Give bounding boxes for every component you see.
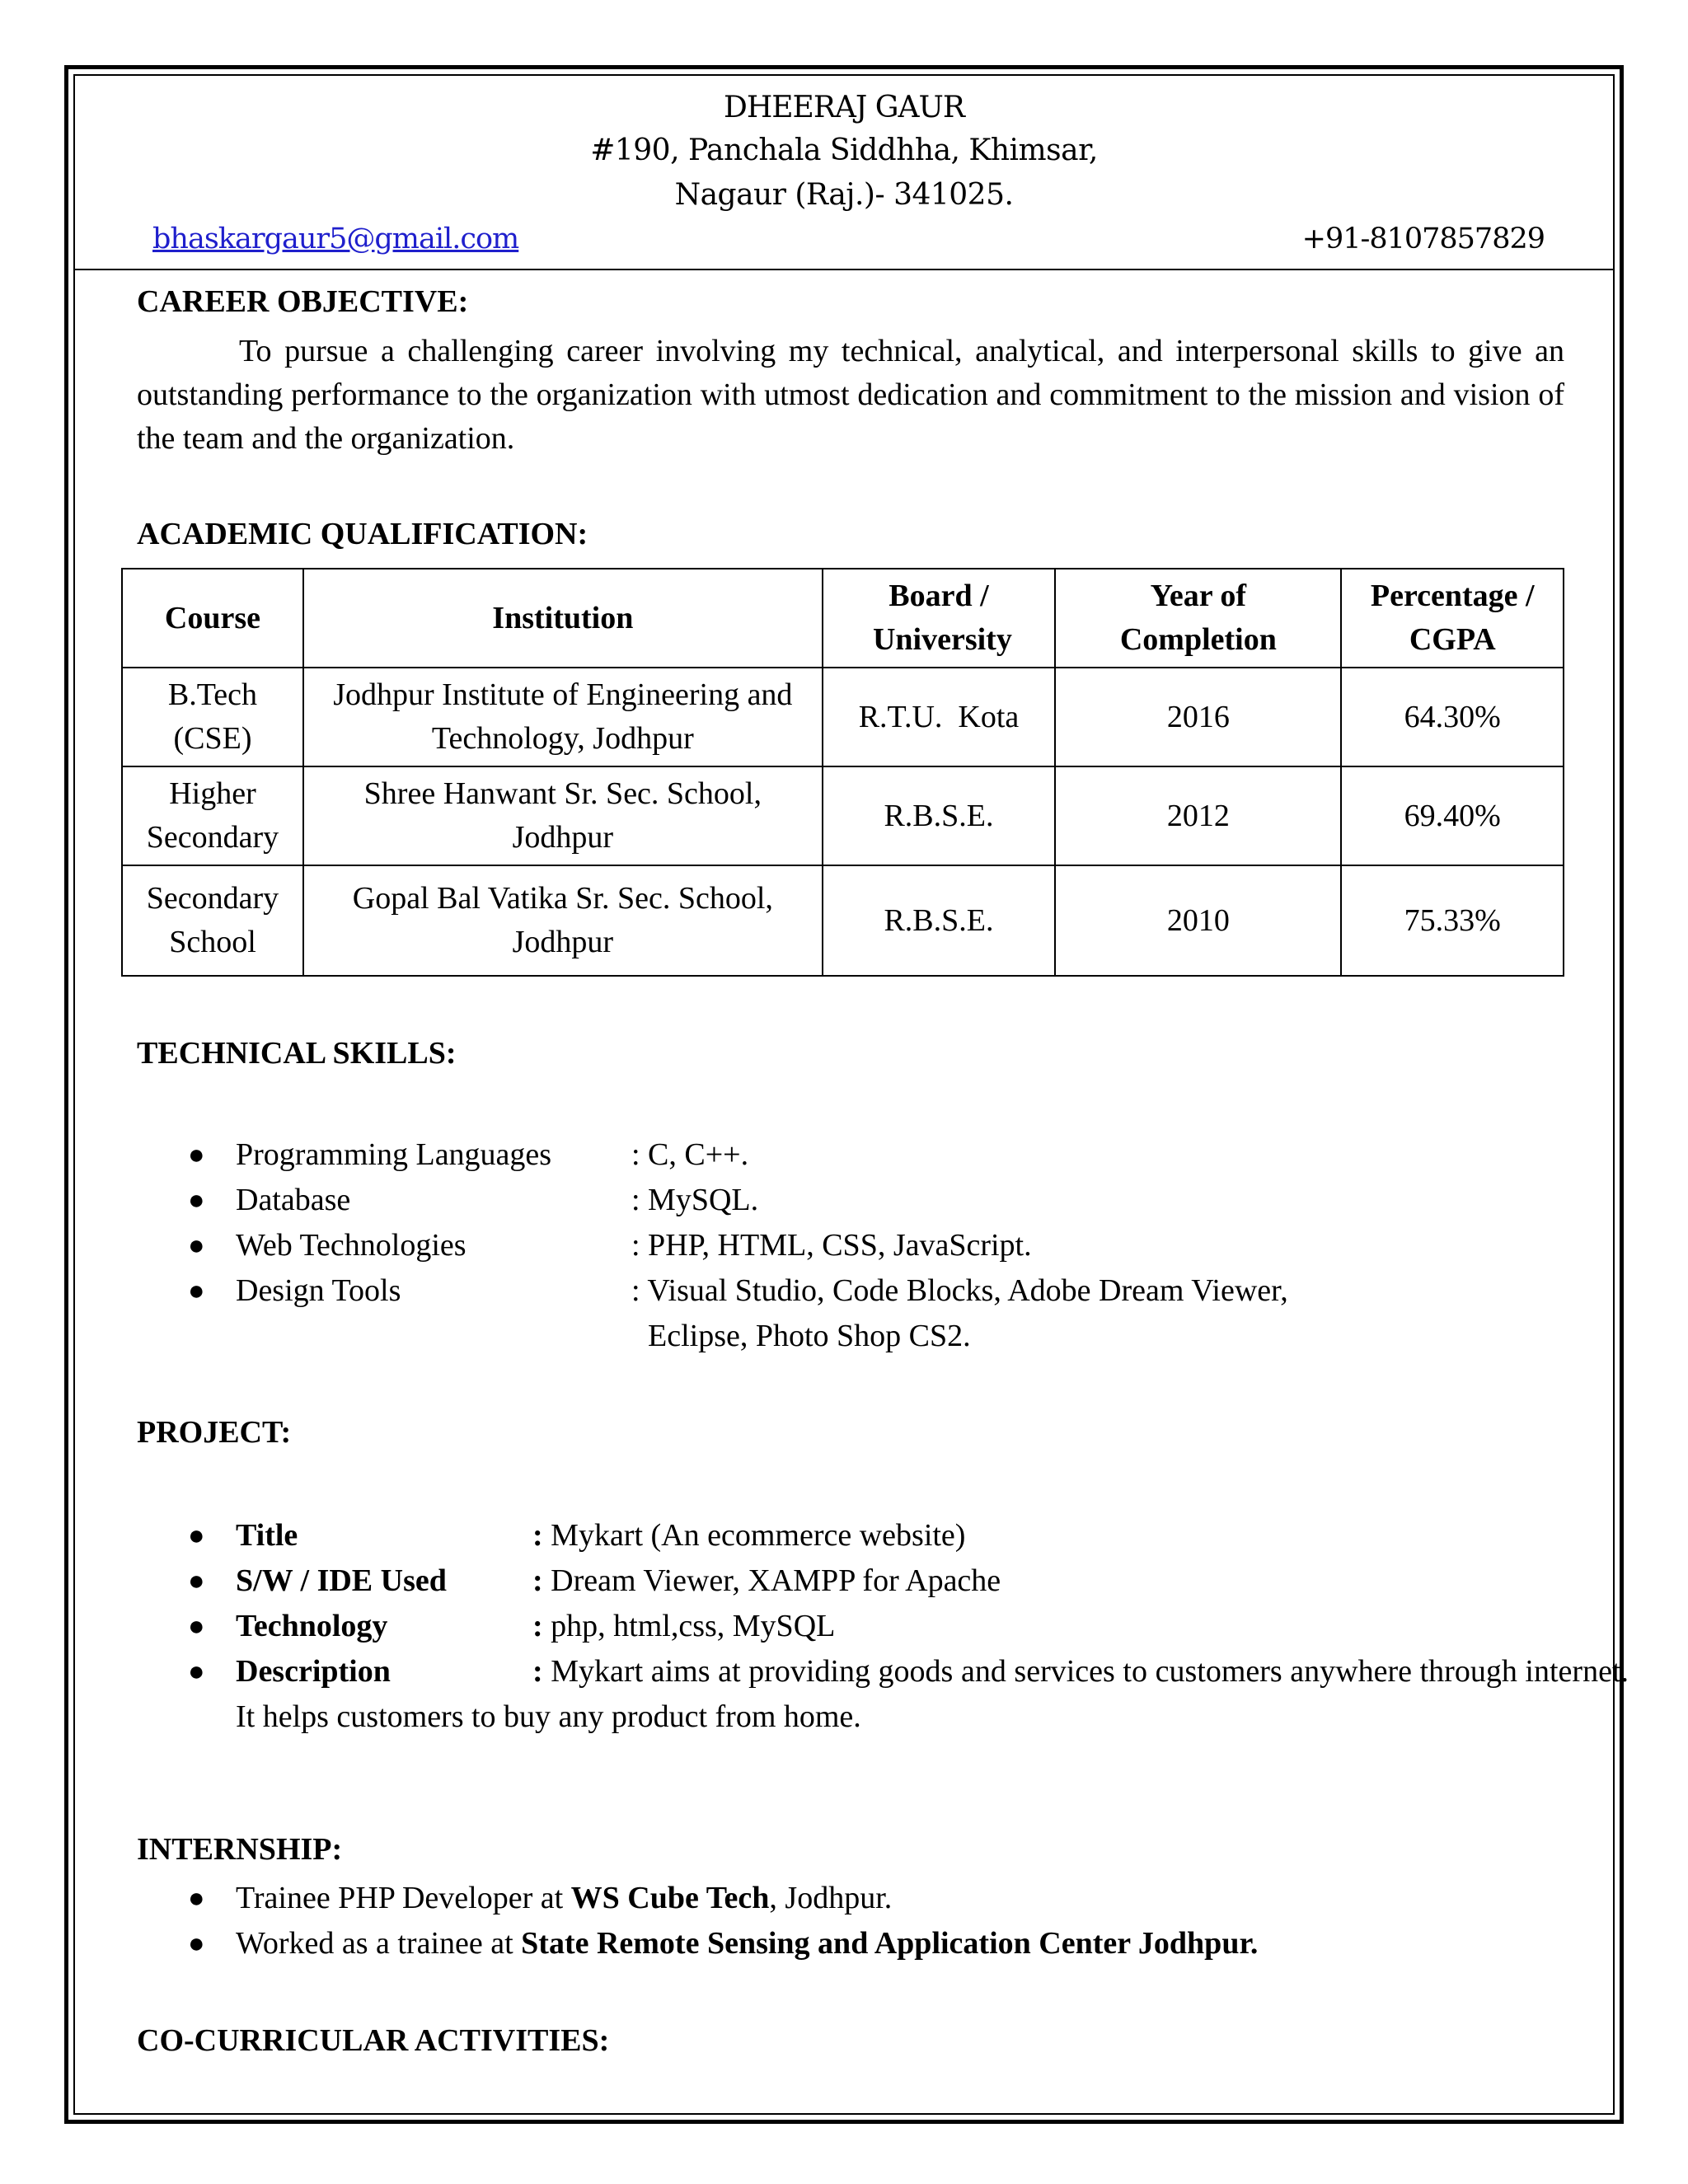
bullet-icon: ● (188, 1611, 205, 1642)
list-item (137, 1604, 1629, 1649)
internship-text-pre: Worked as a trainee at (236, 1926, 522, 1961)
project-separator: : (532, 1563, 543, 1598)
candidate-name: DHEERAJ GAUR (724, 91, 964, 124)
phone-number: +91-8107857829 (1301, 223, 1545, 255)
column-header-institution: Institution (303, 569, 823, 668)
section-title-internship: INTERNSHIP: (137, 1832, 343, 1867)
table-cell-course (122, 668, 303, 766)
table-cell-board: R.B.S.E. (823, 766, 1056, 865)
list-item (137, 1178, 1373, 1223)
column-header-course: Course (122, 569, 303, 668)
list-item (137, 1268, 1373, 1359)
skill-label: Database (236, 1183, 351, 1217)
table-cell-institution (303, 865, 823, 976)
bullet-icon: ● (188, 1230, 205, 1261)
course-text: Higher Secondary (146, 776, 279, 855)
skill-label: Programming Languages (236, 1137, 552, 1172)
project-label: Description (236, 1654, 391, 1689)
table-cell-percentage: 69.40% (1341, 766, 1564, 865)
table-row (122, 865, 1564, 976)
table-cell-board: R.B.S.E. (823, 865, 1056, 976)
column-header-year (1055, 569, 1341, 668)
internship-text-post: , Jodhpur. (769, 1881, 893, 1915)
project-value: Mykart (An ecommerce website) (542, 1518, 966, 1553)
table-cell-institution (303, 766, 823, 865)
table-cell-year: 2016 (1055, 668, 1341, 766)
skill-label: Design Tools (236, 1273, 401, 1308)
internship-company: State Remote Sensing and Application Center Jodhpur. (521, 1926, 1259, 1961)
project-value: Mykart aims at providing goods and services to customers anywhere through internet. It helps customers to buy any product from home. (236, 1654, 1629, 1734)
column-header-year-text: Year of Completion (1119, 579, 1277, 657)
table-cell-course (122, 766, 303, 865)
bullet-icon: ● (188, 1140, 205, 1170)
skill-value (631, 1268, 1373, 1359)
technical-skills-list (137, 1132, 1373, 1359)
academic-table (121, 568, 1564, 977)
skill-value-line-2: Eclipse, Photo Shop CS2. (648, 1319, 971, 1353)
table-cell-institution: Jodhpur Institute of Engineering and Technology, Jodhpur (303, 668, 823, 766)
list-item (137, 1558, 1629, 1604)
list-item (137, 1223, 1373, 1268)
skill-value: : MySQL. (631, 1183, 759, 1217)
bullet-icon: ● (188, 1883, 205, 1914)
project-value: php, html,css, MySQL (542, 1609, 836, 1643)
bullet-icon: ● (188, 1566, 205, 1596)
bullet-icon: ● (188, 1276, 205, 1306)
section-title-project: PROJECT: (137, 1415, 292, 1450)
internship-company: WS Cube Tech (570, 1881, 770, 1915)
institution-text: Shree Hanwant Sr. Sec. School, Jodhpur (363, 776, 762, 855)
table-row (122, 668, 1564, 766)
list-item (137, 1921, 1258, 1966)
table-cell-year: 2012 (1055, 766, 1341, 865)
course-text: B.Tech (CSE) (167, 677, 258, 756)
bullet-icon: ● (188, 1521, 205, 1551)
list-item (137, 1876, 1258, 1921)
career-objective-text: To pursue a challenging career involving my technical, analytical, and interpersonal skills to give an outstanding performance to the organization with utmost dedication and commitment to the mission and vision of the team and the organization. (137, 334, 1564, 456)
section-title-academic: ACADEMIC QUALIFICATION: (137, 517, 588, 551)
table-row (122, 766, 1564, 865)
table-cell-board: R.T.U. Kota (823, 668, 1056, 766)
project-label: S/W / IDE Used (236, 1563, 447, 1598)
project-label: Title (236, 1518, 298, 1553)
column-header-percentage: Percentage / CGPA (1341, 569, 1564, 668)
institution-text: Gopal Bal Vatika Sr. Sec. School, Jodhpur (352, 881, 773, 959)
bullet-icon: ● (188, 1657, 205, 1687)
internship-text-pre: Trainee PHP Developer at (236, 1881, 571, 1915)
column-header-board (823, 569, 1056, 668)
course-text: Secondary School (146, 881, 279, 959)
skill-value: : PHP, HTML, CSS, JavaScript. (631, 1228, 1032, 1263)
table-header-row (122, 569, 1564, 668)
internship-list (137, 1876, 1258, 1966)
list-item (137, 1649, 1629, 1740)
list-item (137, 1132, 1373, 1178)
project-separator: : (532, 1654, 543, 1689)
header-divider (73, 269, 1615, 270)
address-line-1: #190, Panchala Siddhha, Khimsar, (590, 134, 1098, 167)
skill-value: : C, C++. (631, 1137, 749, 1172)
skill-value-line-1: : Visual Studio, Code Blocks, Adobe Dream Viewer, (631, 1273, 1288, 1308)
section-title-co-curricular: CO-CURRICULAR ACTIVITIES: (137, 2023, 610, 2058)
project-value: Dream Viewer, XAMPP for Apache (542, 1563, 1001, 1598)
project-label: Technology (236, 1609, 388, 1643)
list-item (137, 1513, 1629, 1558)
email-link[interactable]: bhaskargaur5@gmail.com (152, 223, 519, 255)
bullet-icon: ● (188, 1929, 205, 1959)
section-title-technical-skills: TECHNICAL SKILLS: (137, 1036, 457, 1071)
address-line-2: Nagaur (Raj.)- 341025. (674, 178, 1014, 212)
table-cell-year: 2010 (1055, 865, 1341, 976)
table-cell-percentage: 75.33% (1341, 865, 1564, 976)
skill-label: Web Technologies (236, 1228, 467, 1263)
section-title-career-objective: CAREER OBJECTIVE: (137, 284, 469, 319)
column-header-board-text: Board / University (872, 579, 1012, 657)
table-cell-course (122, 865, 303, 976)
project-separator: : (532, 1609, 543, 1643)
project-separator: : (532, 1518, 543, 1553)
project-list (137, 1513, 1629, 1740)
bullet-icon: ● (188, 1185, 205, 1216)
table-cell-percentage: 64.30% (1341, 668, 1564, 766)
